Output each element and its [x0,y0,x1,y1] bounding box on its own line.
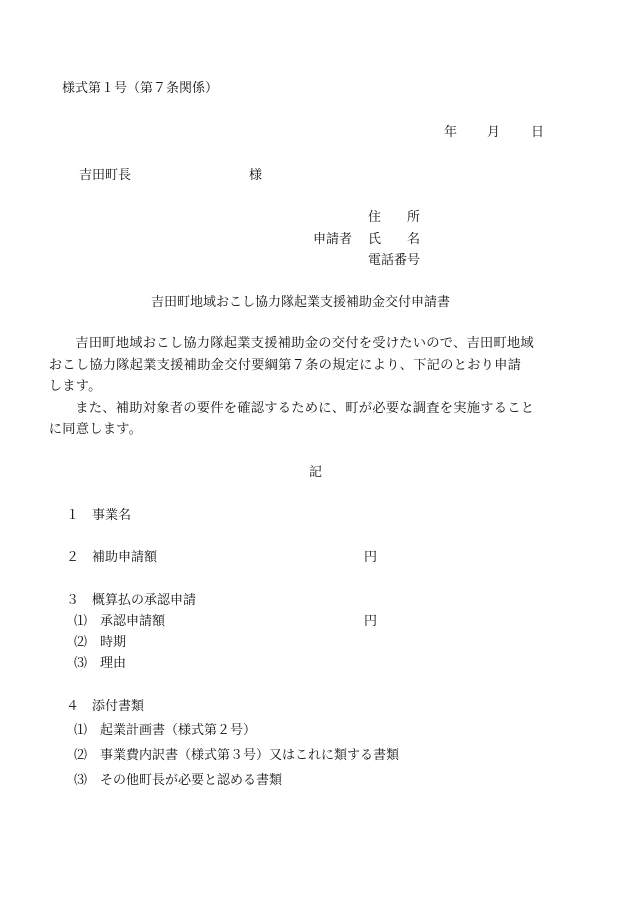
body-paragraph-2 [48,398,578,441]
applicant-address-label: 住 所 [368,210,421,225]
document-title: 吉田町地域おこし協力隊起業支援補助金交付申請書 [151,295,451,310]
body-p2-line1: また、補助対象者の要件を確認するために、町が必要な調査を実施すること [75,400,535,416]
date-year: 年 [444,125,458,140]
applicant-role-label: 申請者 [313,232,353,247]
body-p2-line2: に同意します。 [48,422,143,437]
item-3-sub-2: ⑵ 時期 [74,635,127,650]
item-3-sub-1-unit: 円 [364,614,378,629]
addressee-honorific: 様 [249,168,263,183]
item-4-sub-2: ⑵ 事業費内訳書（様式第３号）又はこれに類する書類 [74,748,400,763]
ki-heading: 記 [309,465,323,480]
item-2-subsidy-amount: ２ 補助申請額 [66,550,158,565]
body-p1-line1: 吉田町地域おこし協力隊起業支援補助金の交付を受けたいので、吉田町地域 [75,336,534,351]
addressee-name: 吉田町長 [79,168,132,183]
item-3-sub-1: ⑴ 承認申請額 [74,614,166,629]
item-4-sub-1: ⑴ 起業計画書（様式第２号） [74,723,257,738]
applicant-phone-label: 電話番号 [368,253,421,268]
item-3-sub-3: ⑶ 理由 [74,656,127,671]
applicant-name-label: 氏 名 [368,232,421,247]
item-4-attachments: ４ 添付書類 [66,699,145,714]
form-number: 様式第１号（第７条関係） [62,81,219,96]
body-text [48,333,578,441]
item-3-advance-payment: ３ 概算払の承認申請 [66,593,197,608]
body-paragraph-1 [48,333,578,398]
date-month: 月 [487,125,501,140]
body-p1-line2: おこし協力隊起業支援補助金交付要綱第７条の規定により、下記のとおり申請 [48,357,522,373]
item-4-sub-3: ⑶ その他町長が必要と認める書類 [74,773,283,788]
date-day: 日 [531,125,545,140]
item-2-unit: 円 [364,550,378,565]
body-p1-line3: します。 [48,379,102,394]
item-1-business-name: １ 事業名 [66,508,132,523]
